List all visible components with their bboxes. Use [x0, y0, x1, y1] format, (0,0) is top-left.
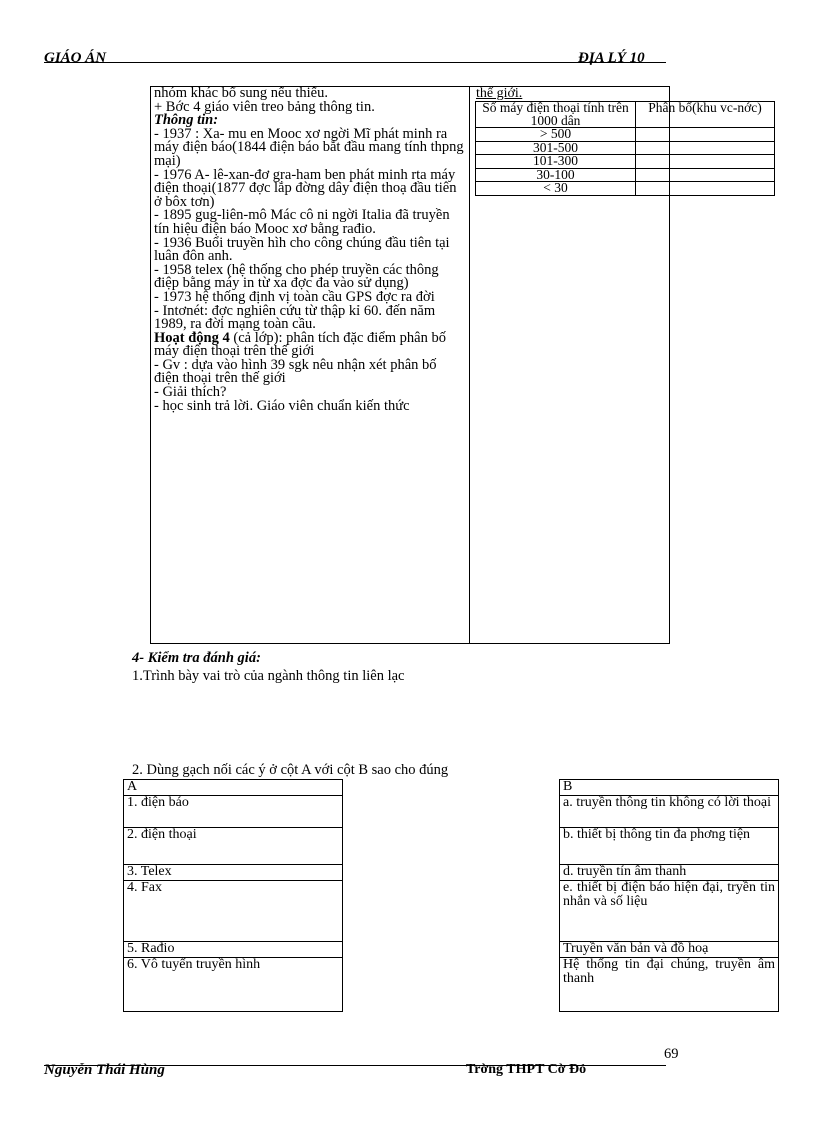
table-cell: 301-500 [476, 141, 636, 155]
header-right: ĐỊA LÝ 10 [578, 50, 645, 66]
gap-cell [343, 780, 560, 796]
lc-line: - Intơnét: đợc nghiên cứu từ thập kỉ 60. đến năm 1989, ra đời mạng toàn cầu. [154, 302, 436, 333]
gap-cell [343, 796, 560, 828]
section-4-title: 4- Kiểm tra đánh giá: [132, 650, 261, 666]
left-column [154, 87, 464, 413]
header-left: GIÁO ÁN [44, 50, 107, 66]
footer-school: Trờng THPT Cờ Đỏ [466, 1062, 587, 1077]
info-heading: Thông tin: [154, 112, 219, 129]
lesson-table [150, 85, 762, 644]
gap-cell [343, 865, 560, 881]
table-header-row [476, 102, 775, 128]
table-row [124, 958, 779, 1012]
table-header: Số máy điện thoại tính trên 1000 dân [476, 102, 636, 128]
table-row [124, 780, 779, 796]
col-b-item: Hệ thống tin đại chúng, truyền âm thanh [560, 958, 779, 1012]
question-1: 1.Trình bày vai trò của ngành thông tin liên lạc [132, 668, 405, 684]
lc-line: - 1973 hệ thống định vị toàn cầu GPS đợc ra đời [154, 288, 435, 305]
table-row [476, 182, 775, 196]
right-column-title: thế giới. [476, 86, 523, 101]
activity-4: Hoạt động 4 (cả lớp): phân tích đặc điểm phân bố máy điện thoại trên thế giới [154, 329, 446, 360]
col-b-item: d. truyền tín âm thanh [560, 865, 779, 881]
lc-line: - 1958 telex (hệ thống cho phép truyền các thông điệp bằng máy in từ xa đợc đa vào sử dụng) [154, 261, 439, 292]
table-row [124, 942, 779, 958]
table-header: Phân bố(khu vc-nớc) [636, 102, 775, 128]
col-a-item: 1. điện báo [124, 796, 343, 828]
table-cell: 30-100 [476, 168, 636, 182]
lc-line: - học sinh trả lời. Giáo viên chuẩn kiến thức [154, 397, 410, 414]
gap-cell [343, 958, 560, 1012]
col-a-item: 6. Vô tuyến truyền hình [124, 958, 343, 1012]
col-b-item: b. thiết bị thông tin đa phơng tiện [560, 828, 779, 865]
col-a-item: 2. điện thoại [124, 828, 343, 865]
table-row [124, 828, 779, 865]
col-a-header: A [124, 780, 343, 796]
lc-line: - Giải thích? [154, 384, 227, 401]
table-cell: 101-300 [476, 155, 636, 169]
table-cell: < 30 [476, 182, 636, 196]
question-2: 2. Dùng gạch nối các ý ở cột A với cột B sao cho đúng [132, 762, 449, 778]
table-row [476, 128, 775, 142]
table-cell: > 500 [476, 128, 636, 142]
table-row [476, 168, 775, 182]
table-row [124, 796, 779, 828]
col-a-item: 3. Telex [124, 865, 343, 881]
lc-line: nhóm khác bổ sung nếu thiếu. [154, 85, 328, 101]
phone-distribution-table [475, 101, 775, 196]
table-cell-empty [636, 155, 775, 169]
lc-line: + Bớc 4 giáo viên treo bảng thông tin. [154, 98, 375, 115]
gap-cell [343, 828, 560, 865]
col-a-item: 5. Rađio [124, 942, 343, 958]
lc-line: - 1895 gug-liên-mô Mác cô ni ngời Italia đã truyền tín hiệu điện báo Mooc xơ bằng rađio. [154, 207, 450, 237]
table-row [476, 141, 775, 155]
lc-line: - 1976 A- lê-xan-đơ gra-ham ben phát minh rta máy điện thoại(1877 đợc lắp đờng dây điện thoạ đầu tiên ở bôx tơn) [154, 166, 457, 210]
col-b-header: B [560, 780, 779, 796]
table-row [476, 155, 775, 169]
header-rule [44, 62, 666, 63]
right-column [476, 86, 762, 196]
col-b-item: Truyền văn bản và đồ hoạ [560, 942, 779, 958]
col-a-item: 4. Fax [124, 881, 343, 942]
table-row [124, 865, 779, 881]
gap-cell [343, 881, 560, 942]
footer-author: Nguyễn Thái Hùng [44, 1062, 165, 1078]
lc-line: - 1936 Buổi truyền hìh cho công chúng đầu tiên tại luân đôn anh. [154, 234, 450, 265]
table-cell-empty [636, 182, 775, 196]
column-divider [469, 87, 470, 643]
lc-line: - 1937 : Xa- mu en Mooc xơ ngời Mĩ phát minh ra máy điện báo(1844 điện báo bắt đầu mang tính thpng mại) [154, 125, 464, 169]
gap-cell [343, 942, 560, 958]
col-b-item: e. thiết bị điện báo hiện đại, tryền tin nhắn và số liệu [560, 881, 779, 942]
table-row [124, 881, 779, 942]
lc-line: - Gv : dựa vào hình 39 sgk nêu nhận xét phân bố điện thoại trên thế giới [154, 356, 437, 387]
col-b-item: a. truyền thông tin không có lời thoại [560, 796, 779, 828]
matching-table [123, 779, 779, 1012]
page-number: 69 [664, 1046, 679, 1062]
table-cell-empty [636, 128, 775, 142]
